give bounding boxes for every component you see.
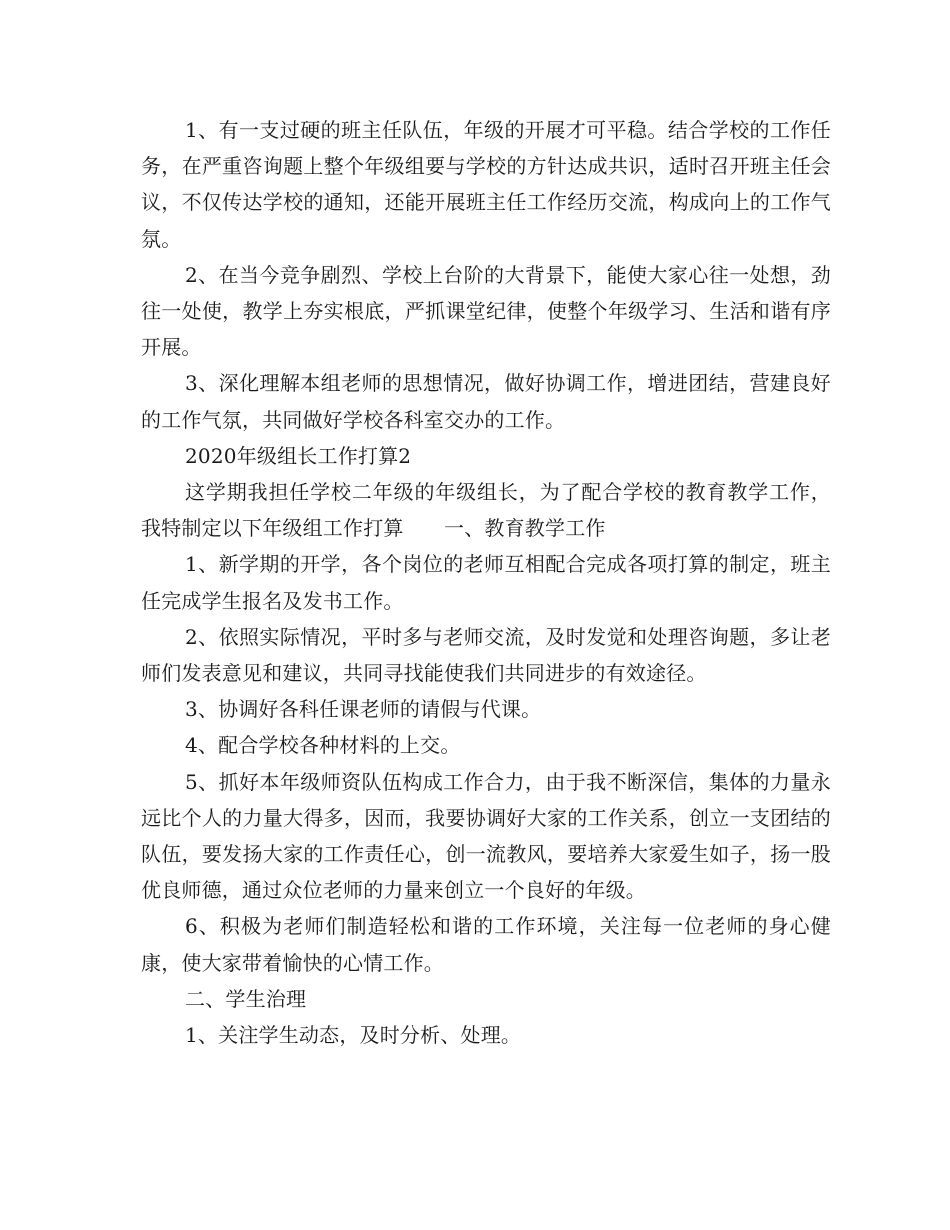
paragraph-new-semester: 1、新学期的开学，各个岗位的老师互相配合完成各项打算的制定，班主任完成学生报名及发书工作。 (141, 552, 831, 613)
paragraph-leave-coordination: 3、协调好各科任课老师的请假与代课。 (185, 697, 542, 722)
document-body (141, 112, 831, 1053)
paragraph-competition-background: 2、在当今竞争剧烈、学校上台阶的大背景下，能使大家心往一处想，劲往一处使，教学上夯实根底，严抓课堂纪律，使整个年级学习、生活和谐有序开展。 (141, 262, 831, 360)
section-heading-student-management: 二、学生治理 (185, 986, 307, 1011)
paragraph-communication: 2、依照实际情况，平时多与老师交流，及时发觉和处理咨询题，多让老师们发表意见和建议，共同寻找能使我们共同进步的有效途径。 (141, 624, 831, 686)
paragraph-understand-teachers: 3、深化理解本组老师的思想情况，做好协调工作，增进团结，营建良好的工作气氛，共同做好学校各科室交办的工作。 (141, 371, 831, 432)
paragraph-work-environment: 6、积极为老师们制造轻松和谐的工作环境，关注每一位老师的身心健康，使大家带着愉快的心情工作。 (141, 914, 831, 975)
paragraph-teacher-team: 5、抓好本年级师资队伍构成工作合力，由于我不断深信，集体的力量永远比个人的力量大得多，因而，我要协调好大家的工作关系，创立一支团结的队伍，要发扬大家的工作责任心，创一流教风，要培养大家爱生如子，扬一股优良师德，通过众位老师的力量来创立一个良好的年级。 (141, 769, 831, 903)
paragraph-intro: 这学期我担任学校二年级的年级组长，为了配合学校的教育教学工作，我特制定以下年级组工作打算 一、教育教学工作 (141, 480, 831, 541)
paragraph-materials: 4、配合学校各种材料的上交。 (185, 733, 461, 758)
section-title-plan-2: 2020年级组长工作打算2 (185, 443, 412, 468)
paragraph-student-dynamics: 1、关注学生动态，及时分析、处理。 (185, 1023, 522, 1048)
paragraph-class-teacher-team: 1、有一支过硬的班主任队伍，年级的开展才可平稳。结合学校的工作任务，在严重咨询题上整个年级组要与学校的方针达成共识，适时召开班主任会议，不仅传达学校的通知，还能开展班主任工作经历交流，构成向上的工作气氛。 (141, 118, 831, 251)
